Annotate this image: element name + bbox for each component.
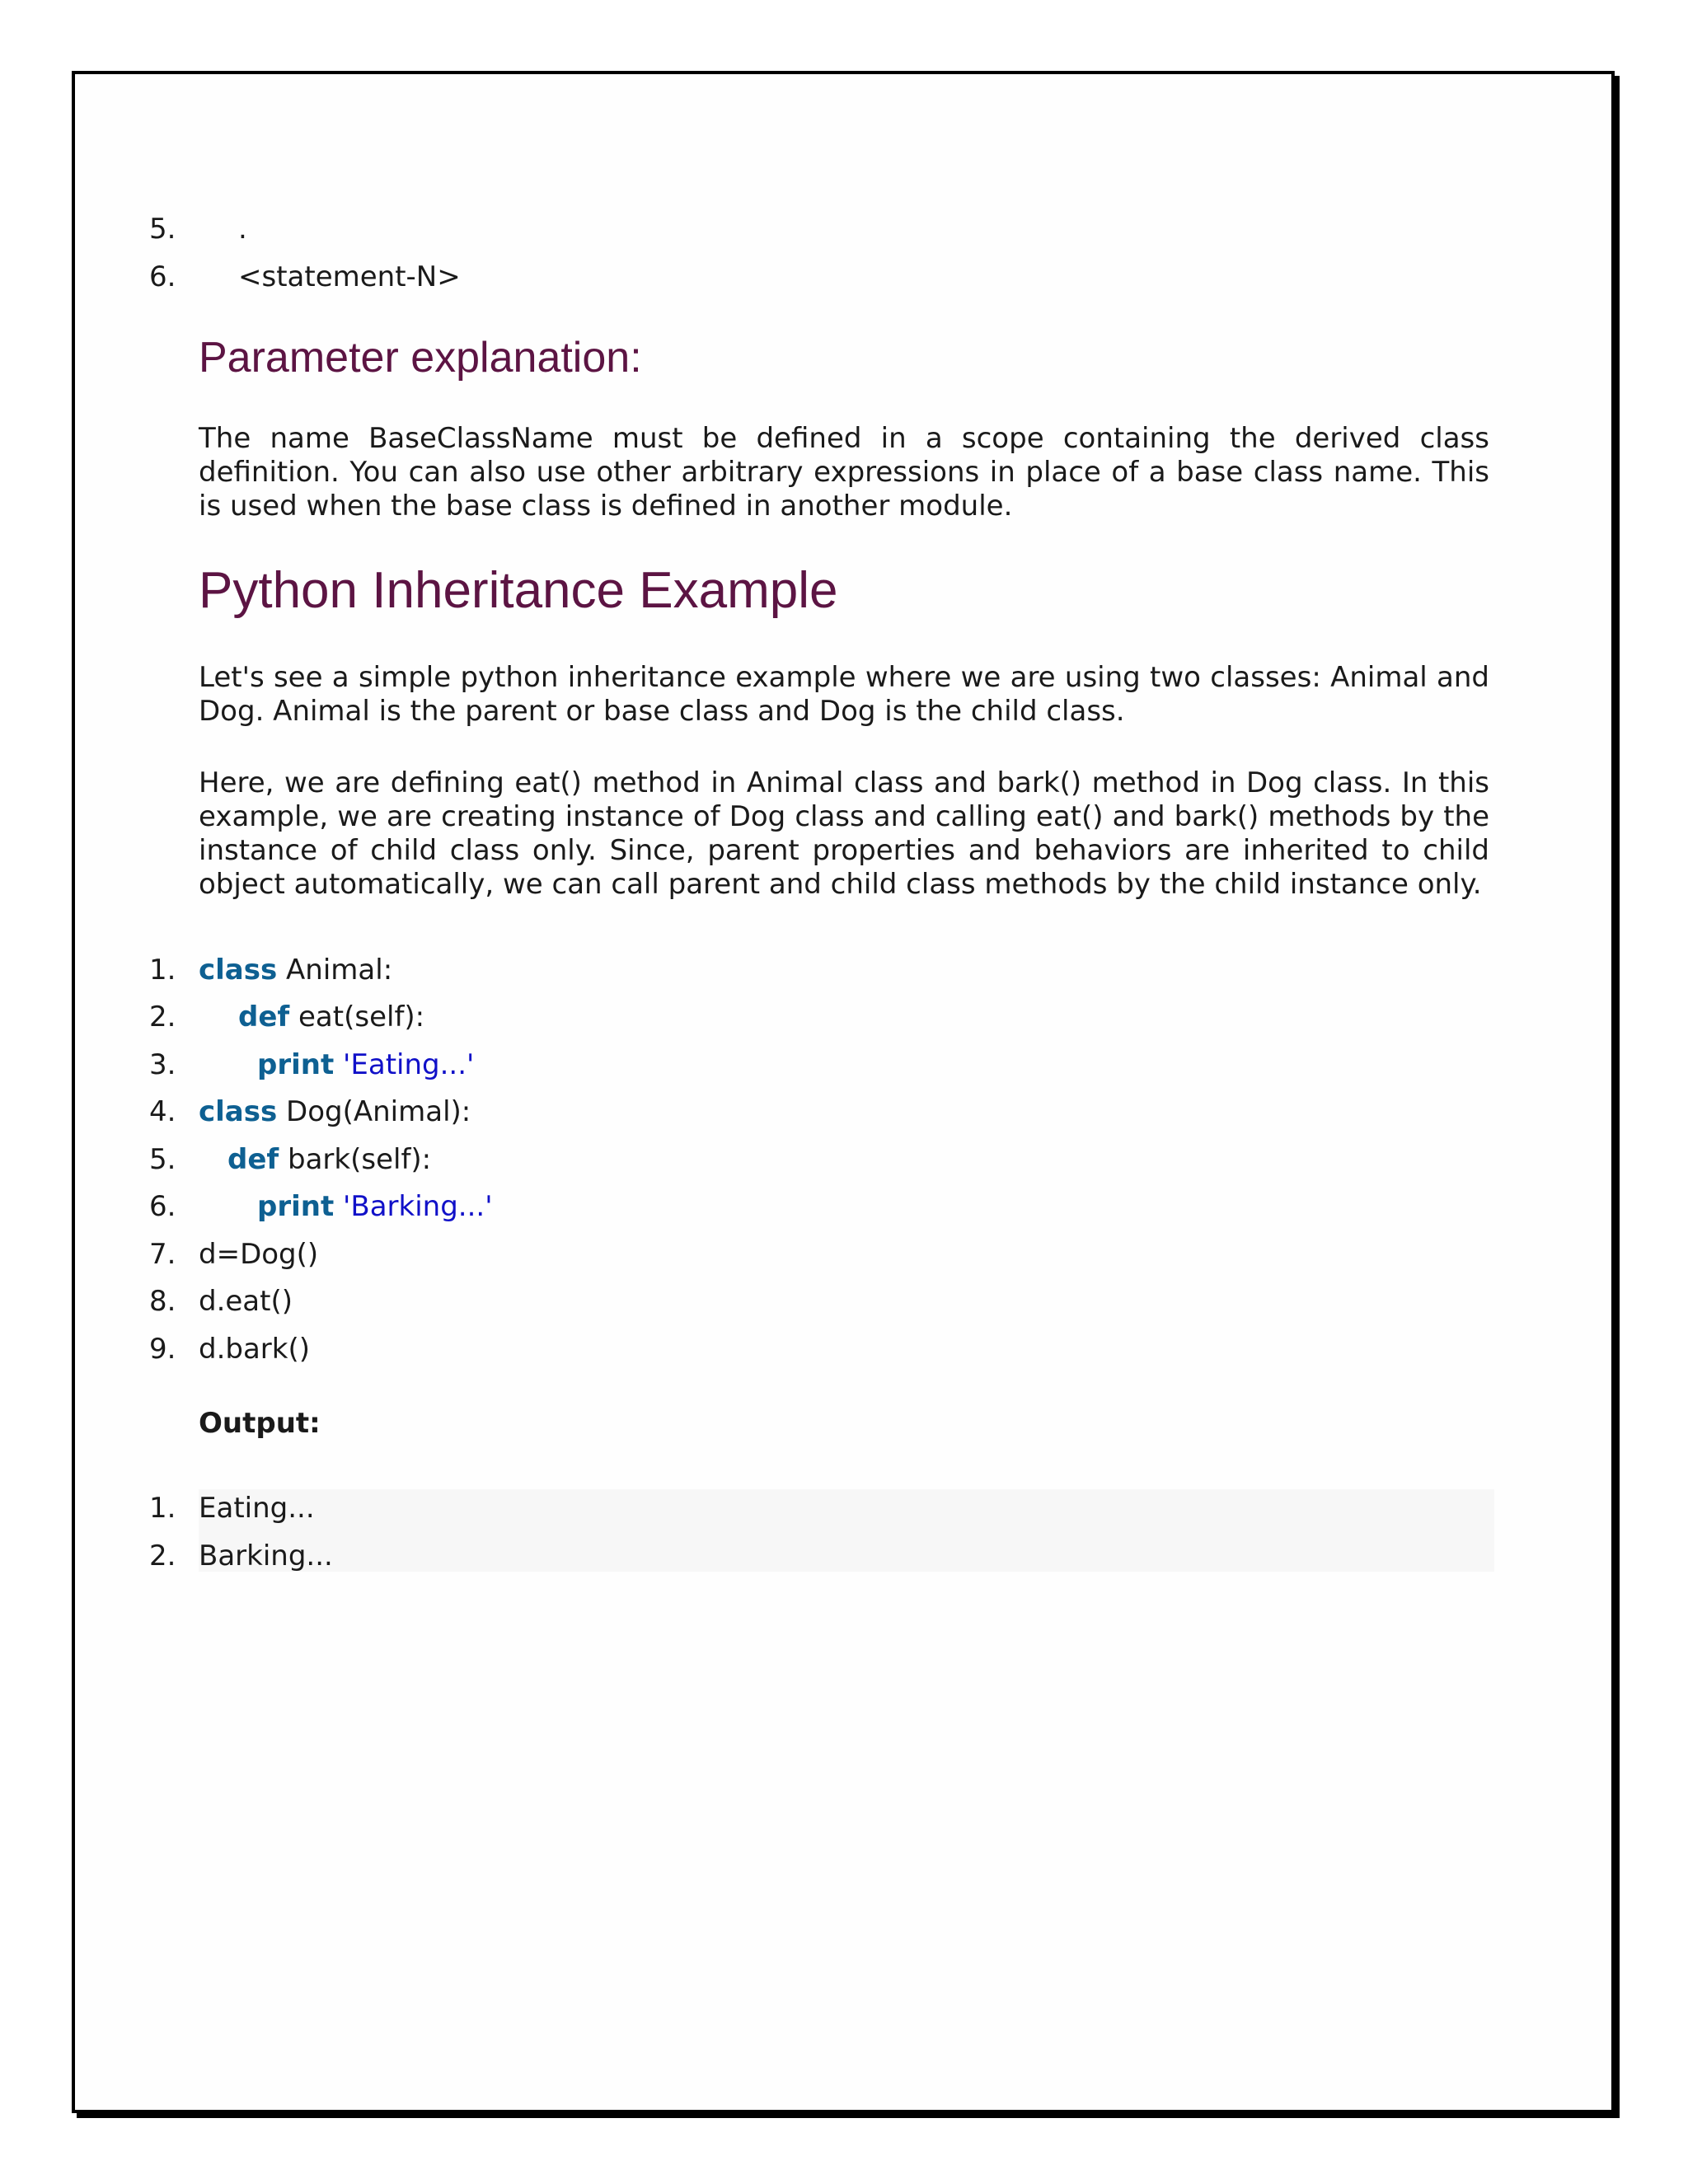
code-string: 'Eating...' [343,1048,475,1081]
code-text: Animal: [277,954,393,987]
code-keyword: print [257,1190,335,1223]
code-line-number: 2. [149,1001,176,1033]
code-keyword: print [257,1048,335,1081]
code-text [334,1190,343,1223]
code-text [334,1048,343,1081]
parameter-heading: Parameter explanation: [199,334,642,382]
example-paragraph-2: Here, we are defining eat() method in Animal class and bark() method in Dog class. In this example, we are creating instance of Dog class and calling eat() and bark() methods by the instance of child class only. Since, parent properties and behaviors are inherited to child object automatically, we can call parent and child class methods by the child instance only. [199,766,1489,901]
code-line-number: 6. [149,1190,176,1223]
code-line [257,1048,474,1081]
code-line: d.bark() [199,1333,311,1366]
code-line-number: 4. [149,1095,176,1128]
code-line: d=Dog() [199,1238,319,1271]
code-line-number: 3. [149,1048,176,1081]
output-line: Eating... [199,1492,315,1525]
code-text: eat(self): [289,1001,425,1033]
code-string: 'Barking...' [343,1190,493,1223]
code-keyword: class [199,954,278,987]
example-paragraph-1: Let's see a simple python inheritance example where we are using two classes: Animal and Dog. Animal is the parent or base class and Dog is the child class. [199,661,1489,728]
list-item: . [238,213,247,246]
output-line: Barking... [199,1540,333,1572]
code-line [257,1190,493,1223]
output-line-number: 1. [149,1492,176,1525]
code-line-number: 1. [149,954,176,987]
parameter-paragraph: The name BaseClassName must be defined in a scope containing the derived class definition. You can also use other arbitrary expressions in place of a base class name. This is used when the base class is defined in another module. [199,422,1489,523]
code-line-number: 5. [149,1143,176,1176]
code-text: bark(self): [279,1143,432,1176]
code-keyword: class [199,1095,278,1128]
code-line-number: 7. [149,1238,176,1271]
code-line-number: 9. [149,1333,176,1366]
list-number: 5. [149,213,176,246]
code-line: d.eat() [199,1285,293,1318]
code-line [238,1001,424,1033]
code-line-number: 8. [149,1285,176,1318]
code-text: Dog(Animal): [277,1095,471,1128]
code-line [227,1143,431,1176]
output-line-number: 2. [149,1540,176,1572]
code-line [199,954,392,987]
output-block [199,1489,1494,1572]
code-line [199,1095,471,1128]
list-item: <statement-N> [238,260,461,293]
code-keyword: def [238,1001,290,1033]
example-heading: Python Inheritance Example [199,562,838,619]
code-keyword: def [227,1143,279,1176]
list-number: 6. [149,260,176,293]
output-label: Output: [199,1407,321,1440]
